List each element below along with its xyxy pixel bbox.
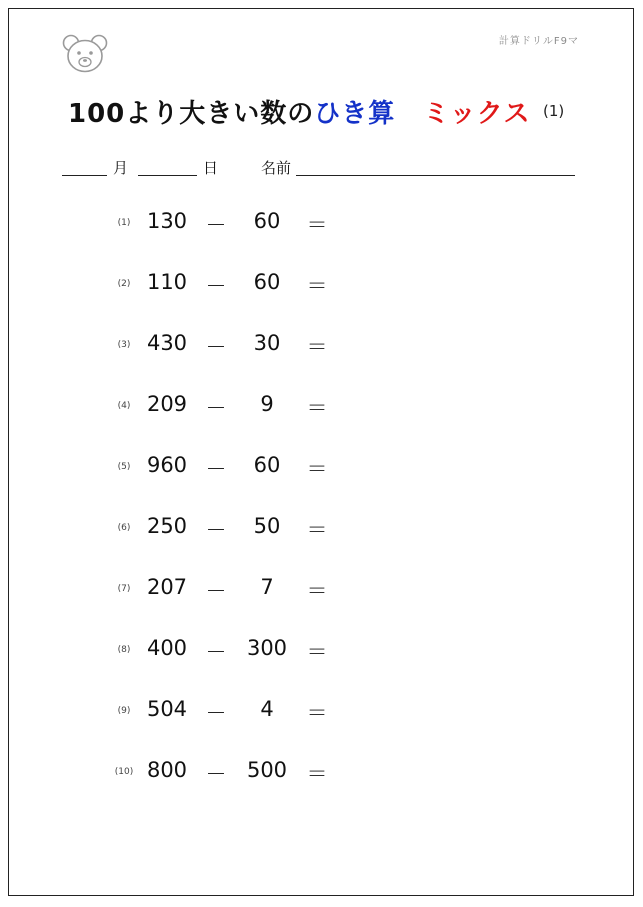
problem-index: (5) (117, 462, 131, 472)
sheet-number: (1) (543, 102, 565, 120)
minuend: 430 (146, 331, 188, 355)
minus-sign: － (205, 274, 227, 298)
equals-sign: ＝ (306, 518, 328, 542)
minuend: 209 (146, 392, 188, 416)
problem-index: (2) (117, 279, 131, 289)
minus-sign: － (205, 701, 227, 725)
subtrahend: 60 (253, 453, 281, 477)
problem-index: (1) (117, 218, 131, 228)
problem-index: (3) (117, 340, 131, 350)
subtrahend: 60 (253, 270, 281, 294)
subtrahend: 50 (253, 514, 281, 538)
name-label: 名前 (261, 159, 292, 177)
problem-index: (10) (114, 767, 134, 777)
equals-sign: ＝ (306, 640, 328, 664)
month-label: 月 (113, 159, 129, 177)
minus-sign: － (205, 640, 227, 664)
minuend: 207 (146, 575, 188, 599)
equals-sign: ＝ (306, 457, 328, 481)
problem-index: (4) (117, 401, 131, 411)
minus-sign: － (205, 579, 227, 603)
brand-label: 計算ドリルF9マ (498, 36, 579, 47)
subtrahend: 9 (260, 392, 274, 416)
minuend: 960 (146, 453, 188, 477)
day-blank[interactable] (138, 175, 197, 176)
minuend: 250 (146, 514, 188, 538)
worksheet-title (68, 93, 531, 130)
equals-sign: ＝ (306, 213, 328, 237)
title-part-subtraction: ひき算 (314, 99, 396, 129)
subtrahend: 7 (260, 575, 274, 599)
problem-index: (7) (117, 584, 131, 594)
subtrahend: 500 (246, 758, 288, 782)
equals-sign: ＝ (306, 396, 328, 420)
problem-row (9, 321, 633, 371)
bear-logo-icon (62, 34, 108, 74)
minus-sign: － (205, 762, 227, 786)
minus-sign: － (205, 518, 227, 542)
problem-index: (8) (117, 645, 131, 655)
problem-row (9, 687, 633, 737)
minus-sign: － (205, 457, 227, 481)
minuend: 400 (146, 636, 188, 660)
minuend: 504 (146, 697, 188, 721)
month-blank[interactable] (62, 175, 107, 176)
equals-sign: ＝ (306, 579, 328, 603)
problem-index: (9) (117, 706, 131, 716)
problem-row (9, 626, 633, 676)
equals-sign: ＝ (306, 335, 328, 359)
equals-sign: ＝ (306, 701, 328, 725)
minuend: 130 (146, 209, 188, 233)
problem-row (9, 199, 633, 249)
worksheet-page (8, 8, 634, 896)
minus-sign: － (205, 213, 227, 237)
problem-row (9, 504, 633, 554)
title-part-main: 100より大きい数の (68, 99, 315, 129)
problem-row (9, 443, 633, 493)
problem-row (9, 382, 633, 432)
minus-sign: － (205, 335, 227, 359)
minuend: 800 (146, 758, 188, 782)
equals-sign: ＝ (306, 762, 328, 786)
problem-row (9, 260, 633, 310)
equals-sign: ＝ (306, 274, 328, 298)
subtrahend: 30 (253, 331, 281, 355)
day-label: 日 (203, 159, 219, 177)
problem-row (9, 565, 633, 615)
minus-sign: － (205, 396, 227, 420)
name-blank[interactable] (296, 175, 575, 176)
minuend: 110 (146, 270, 188, 294)
date-name-line (9, 147, 633, 177)
problem-row (9, 748, 633, 798)
problem-index: (6) (117, 523, 131, 533)
subtrahend: 4 (260, 697, 274, 721)
subtrahend: 60 (253, 209, 281, 233)
subtrahend: 300 (246, 636, 288, 660)
title-part-mix: ミックス (423, 99, 531, 129)
